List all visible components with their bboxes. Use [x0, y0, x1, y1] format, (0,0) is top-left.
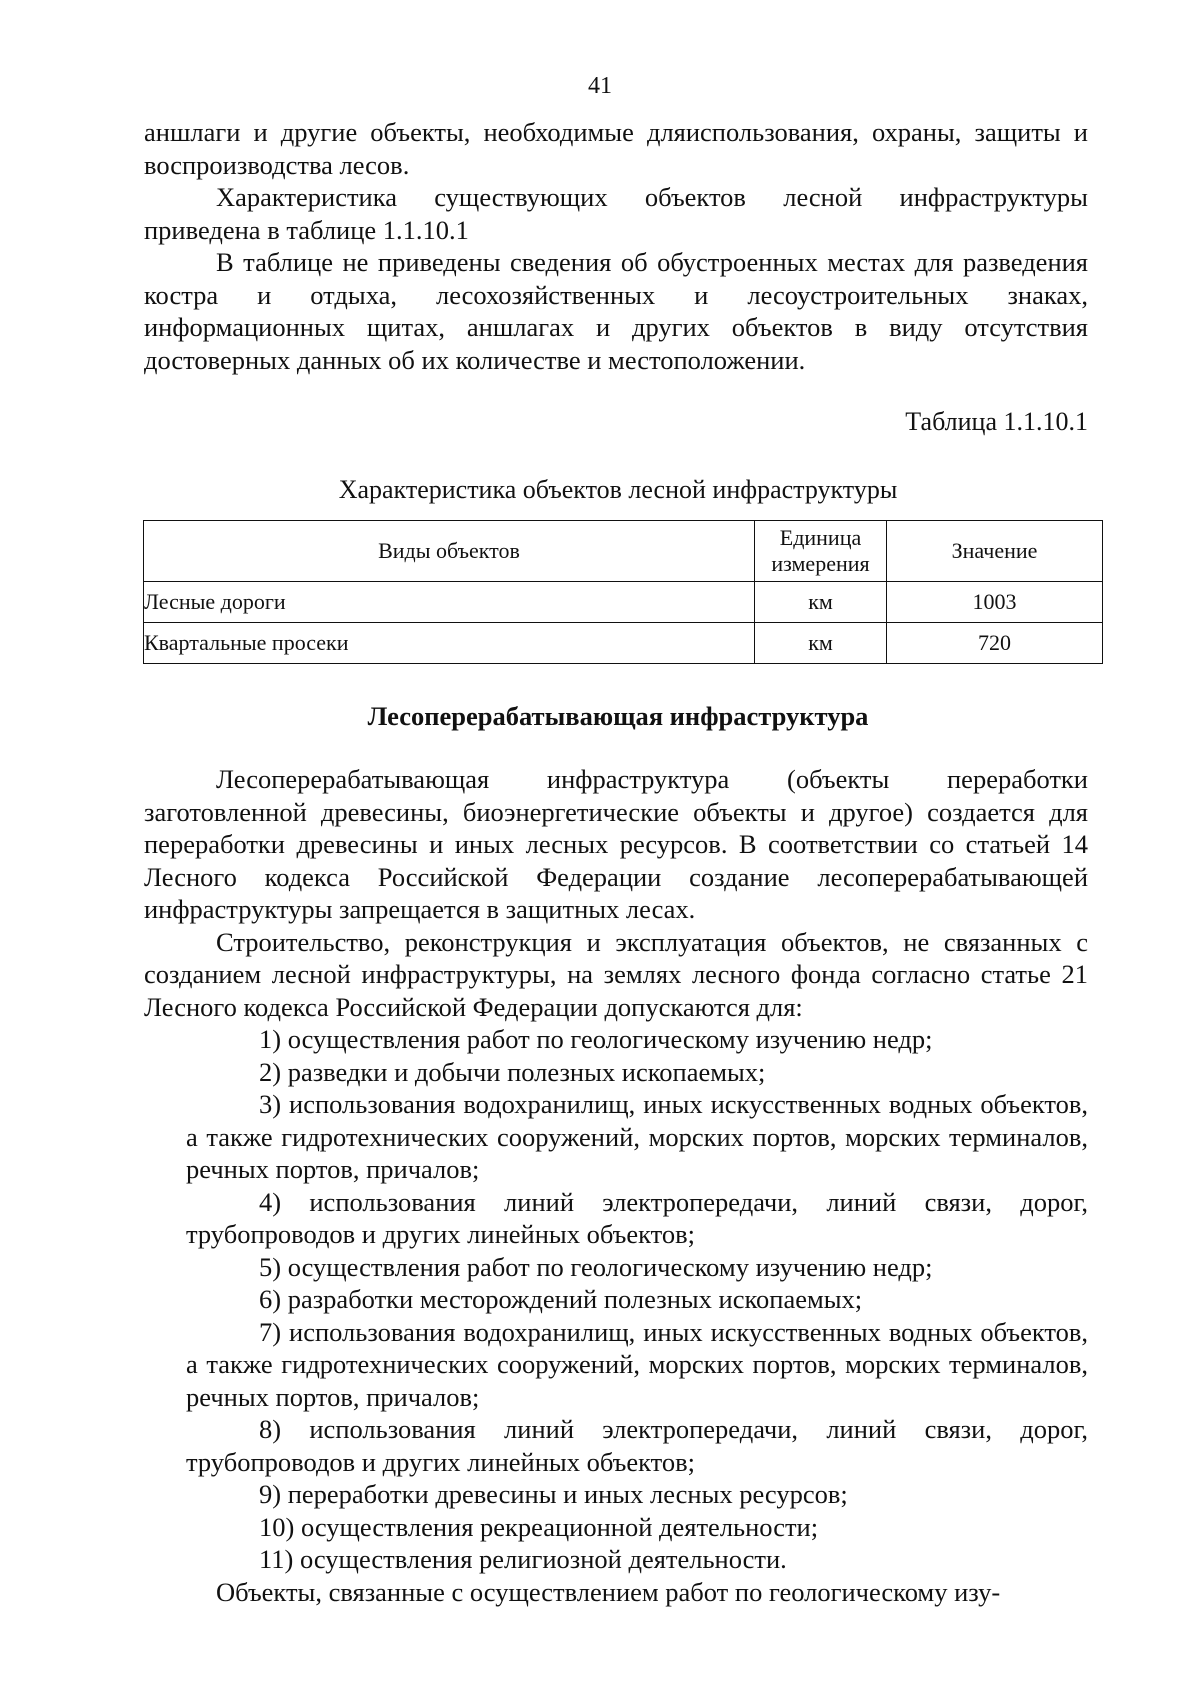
header-object-type: Виды объектов [144, 521, 755, 582]
cell-object-type: Лесные дороги [144, 582, 755, 623]
list-item: 10) осуществления рекреационной деятельности; [259, 1511, 819, 1542]
page-number: 41 [588, 73, 612, 99]
cell-value: 1003 [887, 582, 1103, 623]
paragraph: Строительство, реконструкция и эксплуатация объектов, не связанных с созданием лесной инфраструктуры, на землях лесного фонда согласно статье 21 Лесного кодекса Российской Федерации допускаются для: [144, 926, 1088, 1022]
paragraph: В таблице не приведены сведения об обустроенных местах для разведения костра и отдыха, лесохозяйственных и лесоустроительных знаках, информационных щитах, аншлагах и других объектов в виду отсутствия достоверных данных об их количестве и местоположении. [144, 247, 1088, 375]
cell-object-type: Квартальные просеки [144, 623, 755, 664]
list-item: 6) разработки месторождений полезных ископаемых; [259, 1284, 863, 1314]
header-unit-line1: Единица [779, 525, 862, 550]
header-unit-line2: измерения [771, 551, 870, 576]
list-item: 2) разведки и добычи полезных ископаемых; [259, 1056, 766, 1087]
table-header-row [144, 521, 1103, 582]
list-item: 1) осуществления работ по геологическому изучению недр; [259, 1024, 933, 1054]
list-item: 5) осуществления работ по геологическому изучению недр; [259, 1251, 933, 1282]
cell-unit: км [755, 623, 887, 664]
cell-unit: км [755, 582, 887, 623]
list-item: 9) переработки древесины и иных лесных ресурсов; [259, 1479, 848, 1509]
list-item: 11) осуществления религиозной деятельности. [259, 1544, 787, 1574]
paragraph: Характеристика существующих объектов лесной инфраструктуры приведена в таблице 1.1.10.1 [144, 182, 1088, 245]
list-item: 7) использования водохранилищ, иных искусственных водных объектов, а также гидротехнических сооружений, морских портов, морских терминалов, речных портов, причалов; [186, 1316, 1088, 1412]
paragraph: Объекты, связанные с осуществлением работ по геологическому изу- [216, 1576, 1001, 1607]
header-value: Значение [887, 521, 1103, 582]
list-item: 4) использования линий электропередачи, линий связи, дорог, трубопроводов и других линейных объектов; [186, 1186, 1088, 1249]
main-text [144, 763, 1088, 1608]
table-row [144, 623, 1103, 664]
table-row [144, 582, 1103, 623]
paragraph: Лесоперерабатывающая инфраструктура (объекты переработки заготовленной древесины, биоэнергетические объекты и другое) создается для переработки древесины и иных лесных ресурсов. В соответствии со статьей 14 Лесного кодекса Российской Федерации создание лесоперерабатывающей инфраструктуры запрещается в защитных лесах. [144, 764, 1088, 924]
header-unit [755, 521, 887, 582]
paragraph: аншлаги и другие объекты, необходимые дляиспользования, охраны, защиты и воспроизводства лесов. [144, 117, 1088, 180]
infrastructure-table [143, 520, 1103, 664]
cell-value: 720 [887, 623, 1103, 664]
list-item: 8) использования линий электропередачи, линий связи, дорог, трубопроводов и других линейных объектов; [186, 1414, 1088, 1477]
intro-text [144, 116, 1088, 376]
table-number-label: Таблица 1.1.10.1 [905, 407, 1088, 436]
table-title: Характеристика объектов лесной инфраструктуры [338, 475, 898, 504]
section-heading: Лесоперерабатывающая инфраструктура [367, 701, 869, 731]
list-item: 3) использования водохранилищ, иных искусственных водных объектов, а также гидротехнических сооружений, морских портов, морских терминалов, речных портов, причалов; [186, 1089, 1088, 1184]
